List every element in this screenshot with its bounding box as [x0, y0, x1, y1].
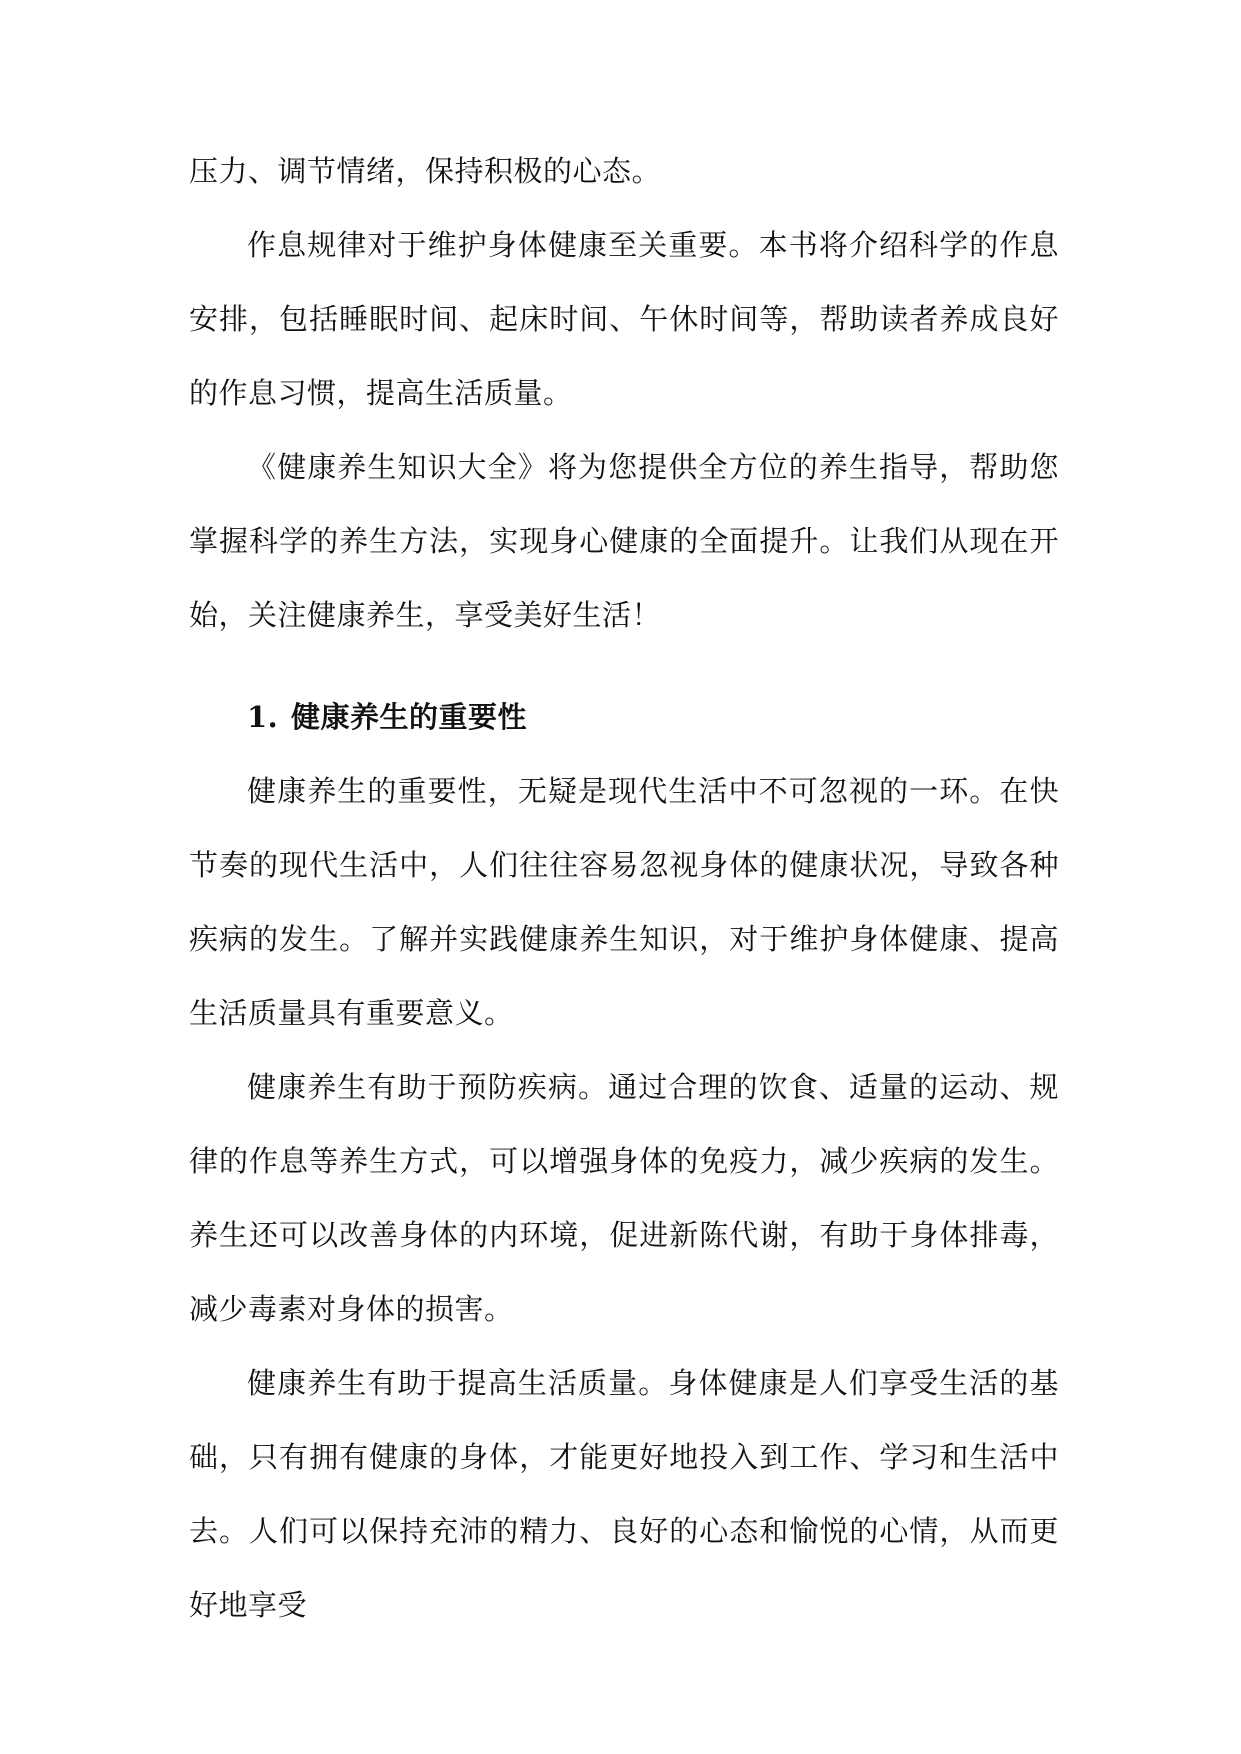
- section-heading: [189, 680, 1059, 754]
- section-number: 1.: [247, 700, 279, 734]
- paragraph-life-quality: 健康养生有助于提高生活质量。身体健康是人们享受生活的基础，只有拥有健康的身体，才能更好地投入到工作、学习和生活中去。人们可以保持充沛的精力、良好的心态和愉悦的心情，从而更好地享受: [189, 1366, 1059, 1622]
- section-title: 健康养生的重要性: [291, 700, 528, 734]
- paragraph-continuation: 压力、调节情绪，保持积极的心态。: [189, 154, 662, 188]
- paragraph-disease-prevention: 健康养生有助于预防疾病。通过合理的饮食、适量的运动、规律的作息等养生方式，可以增强身体的免疫力，减少疾病的发生。养生还可以改善身体的内环境，促进新陈代谢，有助于身体排毒，减少毒素对身体的损害。: [189, 1070, 1059, 1326]
- paragraph-importance: 健康养生的重要性，无疑是现代生活中不可忽视的一环。在快节奏的现代生活中，人们往往容易忽视身体的健康状况，导致各种疾病的发生。了解并实践健康养生知识，对于维护身体健康、提高生活质量具有重要意义。: [189, 774, 1059, 1030]
- page-content: [189, 134, 1059, 1642]
- paragraph-book-summary: 《健康养生知识大全》将为您提供全方位的养生指导，帮助您掌握科学的养生方法，实现身心健康的全面提升。让我们从现在开始，关注健康养生，享受美好生活！: [189, 450, 1059, 632]
- paragraph-sleep-routine: 作息规律对于维护身体健康至关重要。本书将介绍科学的作息安排，包括睡眠时间、起床时间、午休时间等，帮助读者养成良好的作息习惯，提高生活质量。: [189, 228, 1059, 410]
